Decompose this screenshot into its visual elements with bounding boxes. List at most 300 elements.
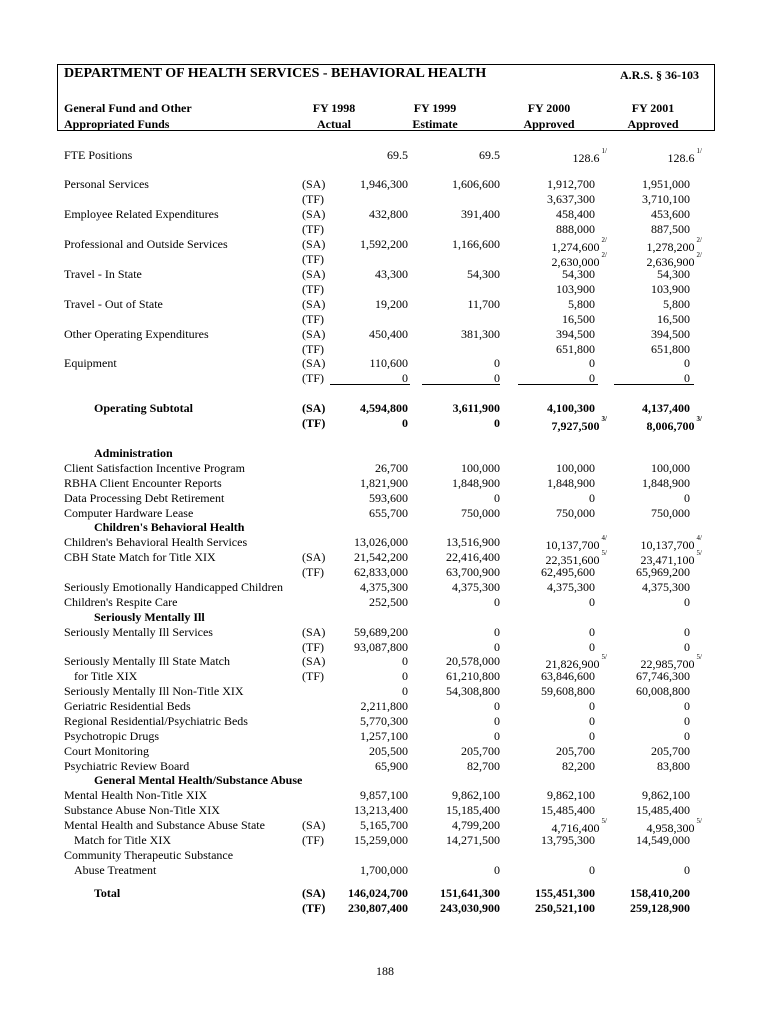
table-row <box>0 625 770 640</box>
value: 750,000 <box>651 506 690 520</box>
value: 8,006,700 <box>646 419 695 433</box>
value-cell-fy1998 <box>360 788 408 803</box>
value-cell-fy2001 <box>651 506 690 521</box>
value-cell-fy2001 <box>651 282 690 297</box>
table-row <box>0 535 770 550</box>
col-label-underline <box>64 130 270 131</box>
value: 4,375,300 <box>360 580 408 594</box>
footnote-marker: 5/ <box>601 817 607 825</box>
value: 2,636,900 <box>646 255 695 269</box>
value-cell-fy1999 <box>452 818 500 833</box>
value-cell-fy2001 <box>642 177 690 192</box>
row-label: Client Satisfaction Incentive Program <box>64 461 245 475</box>
value: 158,410,200 <box>630 886 690 900</box>
value: 16,500 <box>562 312 595 326</box>
value: 61,210,800 <box>446 669 500 683</box>
fund-source-tag: (SA) <box>302 177 326 191</box>
table-row <box>0 192 770 207</box>
row-label: Total <box>94 886 121 900</box>
value: 9,862,100 <box>642 788 690 802</box>
value: 5,800 <box>663 297 690 311</box>
value: 9,862,100 <box>452 788 500 802</box>
fund-source-tag: (TF) <box>302 342 324 356</box>
row-label: Seriously Mentally Ill State Match <box>64 654 230 668</box>
value: 0 <box>494 625 500 639</box>
value-cell-fy2000 <box>541 565 595 580</box>
value-cell-fy2000 <box>556 282 595 297</box>
value: 205,700 <box>556 744 595 758</box>
value: 0 <box>494 863 500 877</box>
page-title: DEPARTMENT OF HEALTH SERVICES - BEHAVIORAL HEALTH <box>64 66 487 81</box>
value-cell-fy2001 <box>668 148 702 166</box>
value: 381,300 <box>461 327 500 341</box>
fund-source-tag: (TF) <box>302 669 324 683</box>
value: 887,500 <box>651 222 690 236</box>
value-cell-fy2001 <box>630 901 690 916</box>
value: 100,000 <box>556 461 595 475</box>
fund-source-tag: (SA) <box>302 625 326 639</box>
table-row <box>0 684 770 699</box>
value-cell-fy1999 <box>446 669 500 684</box>
value-cell-fy1998 <box>369 744 408 759</box>
value: 394,500 <box>651 327 690 341</box>
value-cell-fy2000 <box>541 684 595 699</box>
value-cell-fy2000 <box>547 476 595 491</box>
value: 4,716,400 <box>551 821 600 835</box>
value-cell-fy2001 <box>642 476 690 491</box>
value: 0 <box>494 729 500 743</box>
value: 54,300 <box>657 267 690 281</box>
value-cell-fy2000 <box>589 356 595 371</box>
table-row <box>0 342 770 357</box>
table-row <box>0 327 770 342</box>
value: 1,848,900 <box>547 476 595 490</box>
value: 1,946,300 <box>360 177 408 191</box>
value: 750,000 <box>556 506 595 520</box>
value-cell-fy1999 <box>446 654 500 669</box>
value: 453,600 <box>651 207 690 221</box>
fund-source-tag: (TF) <box>302 565 324 579</box>
value-cell-fy2001 <box>684 491 690 506</box>
value-cell-fy2001 <box>636 669 690 684</box>
footnote-marker: 5/ <box>696 549 702 557</box>
value-cell-fy2001 <box>651 461 690 476</box>
value-cell-fy1998 <box>369 595 408 610</box>
value: 1,278,200 <box>646 240 695 254</box>
table-row <box>0 833 770 848</box>
fund-source-tag: (SA) <box>302 207 326 221</box>
footnote-marker: 4/ <box>601 534 607 542</box>
table-row <box>0 207 770 222</box>
col-fy2000-year: FY 2000 <box>527 101 571 115</box>
row-label: Court Monitoring <box>64 744 150 758</box>
table-row <box>0 506 770 521</box>
value: 83,800 <box>657 759 690 773</box>
value: 26,700 <box>375 461 408 475</box>
table-row <box>0 356 770 371</box>
fund-source-tag: (SA) <box>302 401 326 415</box>
value-cell-fy2000 <box>547 177 595 192</box>
value-cell-fy1998 <box>375 759 408 774</box>
footnote-marker: 5/ <box>601 653 607 661</box>
value-cell-fy1999 <box>461 744 500 759</box>
value: 62,495,600 <box>541 565 595 579</box>
row-label: Seriously Mentally Ill Non-Title XIX <box>64 684 244 698</box>
table-row <box>0 773 770 788</box>
table-row <box>0 446 770 461</box>
value-cell-fy1998 <box>375 297 408 312</box>
fund-source-tag: (SA) <box>302 267 326 281</box>
value: 0 <box>589 714 595 728</box>
row-label: Children's Behavioral Health <box>94 520 245 534</box>
table-row <box>0 788 770 803</box>
value: 0 <box>402 416 408 430</box>
value-cell-fy2000 <box>556 222 595 237</box>
value-cell-fy1999 <box>467 267 500 282</box>
fund-source-tag: (TF) <box>302 192 324 206</box>
footnote-marker: 5/ <box>601 549 607 557</box>
table-row <box>0 297 770 312</box>
value-cell-fy2001 <box>684 863 690 878</box>
footnote-marker: 2/ <box>601 236 607 244</box>
col-fy1998-type: Actual <box>317 117 351 131</box>
col-fy2000-type: Approved <box>523 117 575 131</box>
table-row <box>0 595 770 610</box>
value: 63,700,900 <box>446 565 500 579</box>
value: 4,375,300 <box>642 580 690 594</box>
value: 103,900 <box>556 282 595 296</box>
value: 394,500 <box>556 327 595 341</box>
value: 391,400 <box>461 207 500 221</box>
value-cell-fy1998 <box>360 729 408 744</box>
value-cell-fy1998 <box>369 207 408 222</box>
value-cell-fy1999 <box>452 580 500 595</box>
value-cell-fy2000 <box>589 371 595 386</box>
row-label: Community Therapeutic Substance <box>64 848 234 862</box>
value: 888,000 <box>556 222 595 236</box>
value-cell-fy2001 <box>657 759 690 774</box>
value-cell-fy1999 <box>494 371 500 386</box>
fund-source-tag: (SA) <box>302 327 326 341</box>
value-cell-fy2000 <box>556 207 595 222</box>
value: 1,700,000 <box>360 863 408 877</box>
value-cell-fy1998 <box>402 371 408 386</box>
value-cell-fy2000 <box>556 342 595 357</box>
value-cell-fy1999 <box>446 833 500 848</box>
value: 0 <box>402 669 408 683</box>
col-fy2001-type: Approved <box>627 117 679 131</box>
value: 19,200 <box>375 297 408 311</box>
value: 110,600 <box>369 356 408 370</box>
fund-source-tag: (TF) <box>302 371 324 385</box>
value: 54,308,800 <box>446 684 500 698</box>
fund-source-tag: (TF) <box>302 640 324 654</box>
value-cell-fy1998 <box>360 177 408 192</box>
value: 0 <box>684 714 690 728</box>
value: 5,800 <box>568 297 595 311</box>
value-cell-fy1999 <box>494 640 500 655</box>
fund-source-tag: (SA) <box>302 654 326 668</box>
value-cell-fy1999 <box>494 863 500 878</box>
table-row <box>0 416 770 431</box>
value: 243,030,900 <box>440 901 500 915</box>
value: 0 <box>589 371 595 385</box>
value-cell-fy1998 <box>354 833 408 848</box>
value-cell-fy1998 <box>360 818 408 833</box>
fund-source-tag: (TF) <box>302 901 326 915</box>
value: 103,900 <box>651 282 690 296</box>
value-cell-fy1999 <box>467 759 500 774</box>
value: 0 <box>684 595 690 609</box>
footnote-marker: 2/ <box>601 251 607 259</box>
value-cell-fy2001 <box>651 207 690 222</box>
table-row <box>0 252 770 267</box>
value: 250,521,100 <box>535 901 595 915</box>
value-cell-fy1998 <box>402 654 408 669</box>
value: 15,185,400 <box>446 803 500 817</box>
value: 100,000 <box>651 461 690 475</box>
value-cell-fy1998 <box>369 327 408 342</box>
col-fy1999-type: Estimate <box>412 117 458 131</box>
value: 59,689,200 <box>354 625 408 639</box>
value-cell-fy1998 <box>375 461 408 476</box>
table-row <box>0 520 770 535</box>
value-cell-fy2001 <box>684 371 690 386</box>
row-label: for Title XIX <box>74 669 138 683</box>
value-cell-fy1998 <box>360 580 408 595</box>
value-cell-fy2000 <box>562 759 595 774</box>
value-cell-fy2001 <box>657 267 690 282</box>
row-label: Geriatric Residential Beds <box>64 699 191 713</box>
value-cell-fy1998 <box>360 237 408 252</box>
value: 0 <box>589 491 595 505</box>
value: 15,259,000 <box>354 833 408 847</box>
value: 655,700 <box>369 506 408 520</box>
row-label: Psychiatric Review Board <box>64 759 190 773</box>
fund-source-tag: (TF) <box>302 416 326 430</box>
row-label: Regional Residential/Psychiatric Beds <box>64 714 248 728</box>
fund-source-tag: (TF) <box>302 282 324 296</box>
table-row <box>0 461 770 476</box>
value-cell-fy1999 <box>461 327 500 342</box>
value-cell-fy1999 <box>452 177 500 192</box>
row-label: Children's Behavioral Health Services <box>64 535 248 549</box>
value-cell-fy2000 <box>547 192 595 207</box>
table-row <box>0 312 770 327</box>
table-row <box>0 550 770 565</box>
value-cell-fy2001 <box>636 803 690 818</box>
value: 22,985,700 <box>640 657 695 671</box>
value: 10,137,700 <box>545 538 600 552</box>
row-label: Seriously Mentally Ill <box>94 610 205 624</box>
col-fy1998-year: FY 1998 <box>312 101 356 115</box>
value: 4,375,300 <box>547 580 595 594</box>
value: 1,848,900 <box>452 476 500 490</box>
value: 9,862,100 <box>547 788 595 802</box>
value-cell-fy1999 <box>494 699 500 714</box>
value-cell-fy2000 <box>552 416 607 434</box>
value: 0 <box>402 684 408 698</box>
value: 5,165,700 <box>360 818 408 832</box>
row-label: Travel - Out of State <box>64 297 163 311</box>
value-cell-fy1998 <box>354 640 408 655</box>
row-label: Personal Services <box>64 177 149 191</box>
value: 1,606,600 <box>452 177 500 191</box>
value-cell-fy1998 <box>354 550 408 565</box>
row-label: RBHA Client Encounter Reports <box>64 476 222 490</box>
value: 0 <box>494 595 500 609</box>
value-cell-fy2000 <box>556 461 595 476</box>
table-row <box>0 177 770 192</box>
fund-source-tag: (SA) <box>302 886 326 900</box>
value-cell-fy2001 <box>684 640 690 655</box>
value-cell-fy2000 <box>589 863 595 878</box>
value: 2,630,000 <box>551 255 600 269</box>
value: 750,000 <box>461 506 500 520</box>
value: 0 <box>494 699 500 713</box>
value: 0 <box>589 863 595 877</box>
value-cell-fy1999 <box>494 729 500 744</box>
value: 155,451,300 <box>535 886 595 900</box>
value: 0 <box>494 491 500 505</box>
value-cell-fy2001 <box>642 401 690 416</box>
value-cell-fy2000 <box>547 401 595 416</box>
fund-source-tag: (TF) <box>302 312 324 326</box>
fund-source-tag: (TF) <box>302 833 324 847</box>
value: 0 <box>494 371 500 385</box>
table-row <box>0 580 770 595</box>
footnote-marker: 5/ <box>696 653 702 661</box>
col-label-line1: General Fund and Other <box>64 101 192 115</box>
value: 205,700 <box>461 744 500 758</box>
value: 0 <box>684 729 690 743</box>
value: 20,578,000 <box>446 654 500 668</box>
row-label: Substance Abuse Non-Title XIX <box>64 803 220 817</box>
value: 5,770,300 <box>360 714 408 728</box>
value: 0 <box>494 714 500 728</box>
value: 22,416,400 <box>446 550 500 564</box>
value-cell-fy2000 <box>541 833 595 848</box>
fund-source-tag: (SA) <box>302 550 326 564</box>
value: 593,600 <box>369 491 408 505</box>
table-row <box>0 610 770 625</box>
row-label: Computer Hardware Lease <box>64 506 194 520</box>
value-cell-fy2000 <box>562 267 595 282</box>
table-row <box>0 267 770 282</box>
value-cell-fy2001 <box>651 222 690 237</box>
table-row <box>0 803 770 818</box>
value: 1,951,000 <box>642 177 690 191</box>
value-cell-fy2000 <box>589 699 595 714</box>
col-fy1998-underline <box>306 130 362 131</box>
value-cell-fy2000 <box>573 148 607 166</box>
fund-source-tag: (SA) <box>302 297 326 311</box>
value: 651,800 <box>651 342 690 356</box>
value: 1,848,900 <box>642 476 690 490</box>
value-cell-fy2001 <box>684 729 690 744</box>
value-cell-fy1999 <box>440 901 500 916</box>
value: 82,200 <box>562 759 595 773</box>
value: 458,400 <box>556 207 595 221</box>
table-row <box>0 886 770 901</box>
value-cell-fy1998 <box>387 148 408 163</box>
value: 54,300 <box>562 267 595 281</box>
value-cell-fy1999 <box>494 714 500 729</box>
value: 252,500 <box>369 595 408 609</box>
value-cell-fy1999 <box>452 476 500 491</box>
value: 15,485,400 <box>636 803 690 817</box>
value: 2,211,800 <box>360 699 408 713</box>
value: 82,700 <box>467 759 500 773</box>
value-cell-fy1999 <box>494 356 500 371</box>
value: 4,375,300 <box>452 580 500 594</box>
value-cell-fy2000 <box>589 625 595 640</box>
table-row <box>0 371 770 386</box>
value: 65,969,200 <box>636 565 690 579</box>
value: 63,846,600 <box>541 669 595 683</box>
value-cell-fy1999 <box>453 401 500 416</box>
value: 432,800 <box>369 207 408 221</box>
value-cell-fy2001 <box>651 744 690 759</box>
value: 0 <box>589 595 595 609</box>
value: 1,166,600 <box>452 237 500 251</box>
value-cell-fy1998 <box>348 901 408 916</box>
value-cell-fy2001 <box>642 192 690 207</box>
table-row <box>0 901 770 916</box>
row-label: Match for Title XIX <box>74 833 171 847</box>
table-row <box>0 237 770 252</box>
value-cell-fy2000 <box>589 595 595 610</box>
value-cell-fy2000 <box>589 729 595 744</box>
footnote-marker: 3/ <box>696 415 702 423</box>
value-cell-fy2001 <box>636 833 690 848</box>
value-cell-fy1998 <box>369 491 408 506</box>
value-cell-fy1999 <box>461 506 500 521</box>
value: 3,637,300 <box>547 192 595 206</box>
value: 0 <box>402 654 408 668</box>
value-cell-fy2000 <box>589 491 595 506</box>
value: 651,800 <box>556 342 595 356</box>
value-cell-fy1999 <box>494 595 500 610</box>
value-cell-fy2001 <box>657 312 690 327</box>
value: 3,611,900 <box>452 401 500 415</box>
value-cell-fy1999 <box>452 237 500 252</box>
value: 14,549,000 <box>636 833 690 847</box>
value-cell-fy1999 <box>461 207 500 222</box>
value-cell-fy2000 <box>541 803 595 818</box>
value-cell-fy2000 <box>589 640 595 655</box>
value-cell-fy2001 <box>636 684 690 699</box>
value: 1,274,600 <box>551 240 600 254</box>
value-cell-fy1999 <box>494 416 500 431</box>
table-row <box>0 401 770 416</box>
value-cell-fy2001 <box>684 625 690 640</box>
value: 4,100,300 <box>547 401 595 415</box>
value: 60,008,800 <box>636 684 690 698</box>
row-label: CBH State Match for Title XIX <box>64 550 216 564</box>
value: 10,137,700 <box>640 538 695 552</box>
value: 15,485,400 <box>541 803 595 817</box>
row-label: Equipment <box>64 356 117 370</box>
value: 0 <box>684 491 690 505</box>
value-cell-fy2000 <box>535 901 595 916</box>
row-label: Psychotropic Drugs <box>64 729 159 743</box>
value: 0 <box>589 625 595 639</box>
fund-source-tag: (SA) <box>302 356 326 370</box>
value: 0 <box>589 699 595 713</box>
value: 0 <box>494 416 500 430</box>
value-cell-fy1999 <box>467 297 500 312</box>
